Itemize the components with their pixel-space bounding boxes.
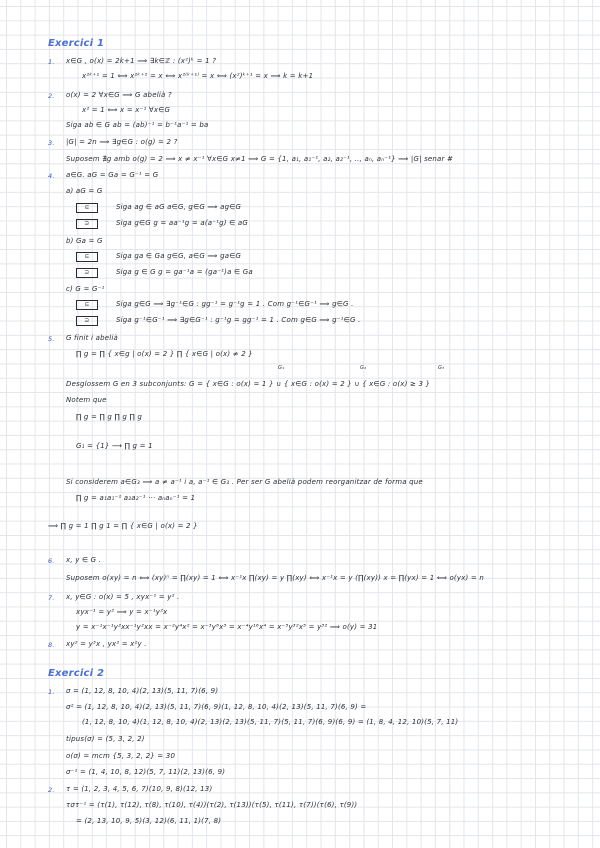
text-line: τ = (1, 2, 3, 4, 5, 6, 7)(10, 9, 8)(12, 13) — [66, 785, 213, 793]
subset-label-g1: G₁ — [278, 365, 285, 371]
text-line: |G| = 2n ⟹ ∃g∈G : o(g) = 2 ? — [66, 138, 178, 146]
formula-line: ∏ g = ∏ { x∈g | o(x) = 2 } ∏ { x∈G | o(x) ≠ 2 } — [76, 350, 253, 358]
formula-line: xyx⁻¹ = y² ⟹ y = x⁻¹y²x — [76, 608, 168, 616]
formula-line: ∏ g = a₁a₁⁻¹ a₂a₂⁻¹ ··· aₙaₙ⁻¹ = 1 — [76, 494, 196, 502]
text-line: Siga ab ∈ G ab = (ab)⁻¹ = b⁻¹a⁻¹ = ba — [66, 121, 209, 129]
text-line: Suposem o(xy) = n ⟺ (xy)ⁿ = ∏(xy) = 1 ⟺ x⁻¹x ∏(xy) = y ∏(xy) ⟺ x⁻¹x = y (∏(xy)) x = ∏(yx) = 1 ⟺ o(yx) = n — [66, 574, 485, 582]
text-line: Notem que — [66, 396, 107, 404]
text-line: Siga g⁻¹∈G⁻¹ ⟹ ∃g∈G⁻¹ : g⁻¹g = gg⁻¹ = 1 . Com g∈G ⟹ g⁻¹∈G . — [116, 316, 361, 324]
text-line: Siga ag ∈ aG a∈G, g∈G ⟹ ag∈G — [116, 203, 242, 211]
superset-box: ⊇ — [76, 219, 98, 229]
text-line: x, y ∈ G . — [66, 556, 102, 564]
text-line: Siga g∈G g = aa⁻¹g = a(a⁻¹g) ∈ aG — [116, 219, 248, 227]
text-line: x∈G , o(x) = 2k+1 ⟹ ∃k∈ℤ : (x²)ᵏ = 1 ? — [66, 57, 217, 65]
text-line: τστ⁻¹ = (τ(1), τ(12), τ(8), τ(10), τ(4))(τ(2), τ(13))(τ(5), τ(11), τ(7))(τ(6), τ(9)) — [66, 801, 358, 809]
item-number: 6. — [48, 557, 55, 565]
item-number: 7. — [48, 594, 55, 602]
text-line: x, y∈G : o(x) = 5 , xyx⁻¹ = y² . — [66, 593, 180, 601]
text-line: Si considerem a∈G₃ ⟹ a ≠ a⁻¹ i a, a⁻¹ ∈ G₃ . Per ser G abelià podem reorganitzar de forma que — [66, 478, 423, 486]
formula-line: y = x⁻¹x⁻¹y²xx⁻¹y²xx = x⁻²y⁴x² = x⁻³y⁸x³ = x⁻⁴y¹⁶x⁴ = x⁻⁵y³²x⁵ = y³² ⟹ o(y) = 31 — [76, 623, 378, 631]
conclusion-line: ⟹ ∏ g = 1 ∏ g 1 = ∏ { x∈G | o(x) = 2 } — [48, 522, 198, 530]
subset-label-g3: G₃ — [438, 365, 445, 371]
text-line: Siga ga ∈ Ga g∈G, a∈G ⟹ ga∈G — [116, 252, 242, 260]
item-number: 1. — [48, 688, 55, 696]
proof-line — [76, 300, 354, 310]
exercise-1-title: Exercici 1 — [48, 38, 105, 49]
item-number: 2. — [48, 786, 55, 794]
exercise-2-title: Exercici 2 — [48, 668, 105, 679]
superset-box: ⊇ — [76, 316, 98, 326]
subset-box: ⊆ — [76, 203, 98, 213]
text-line: Siga g∈G ⟹ ∃g⁻¹∈G : gg⁻¹ = g⁻¹g = 1 . Com g⁻¹∈G⁻¹ ⟹ g∈G . — [116, 300, 354, 308]
proof-line — [76, 203, 241, 213]
item-number: 8. — [48, 641, 55, 649]
formula-line: G₁ = {1} ⟶ ∏ g = 1 — [76, 442, 153, 450]
text-line: Siga g ∈ G g = ga⁻¹a = (ga⁻¹)a ∈ Ga — [116, 268, 253, 276]
item-number: 4. — [48, 172, 55, 180]
text-line: G finit i abelià — [66, 334, 118, 342]
subset-box: ⊆ — [76, 252, 98, 262]
proof-line — [76, 316, 360, 326]
proof-line — [76, 268, 253, 278]
text-line: x² = 1 ⟺ x = x⁻¹ ∀x∈G — [82, 106, 171, 114]
text-line: o(x) = 2 ∀x∈G ⟹ G abelià ? — [66, 91, 172, 99]
text-line: Suposem ∄g amb o(g) = 2 ⟹ x ≠ x⁻¹ ∀x∈G x≠1 ⟹ G = {1, a₁, a₁⁻¹, a₂, a₂⁻¹, .., aₙ, aₙ⁻¹} ⟹ |G| senar # — [66, 155, 454, 163]
text-line: (1, 12, 8, 10, 4)(1, 12, 8, 10, 4)(2, 13)(2, 13)(5, 11, 7)(5, 11, 7)(6, 9)(6, 9) = (1, 8, 4, 12, 10)(5, 7, 11) — [82, 718, 459, 726]
text-line: xy² = y³x , yx² = x²y . — [66, 640, 147, 648]
item-number: 5. — [48, 335, 55, 343]
proof-line — [76, 219, 248, 229]
subset-label-g2: G₂ — [360, 365, 367, 371]
formula-line: ∏ g = ∏ g ∏ g ∏ g — [76, 413, 143, 421]
item-number: 3. — [48, 139, 55, 147]
text-line: σ = (1, 12, 8, 10, 4)(2, 13)(5, 11, 7)(6, 9) — [66, 687, 219, 695]
subitem-label: c) G = G⁻¹ — [66, 285, 105, 293]
subitem-label: a) aG = G — [66, 187, 103, 195]
text-line: σ² = (1, 12, 8, 10, 4)(2, 13)(5, 11, 7)(6, 9)(1, 12, 8, 10, 4)(2, 13)(5, 11, 7)(6, 9) = — [66, 703, 367, 711]
text-line: o(σ) = mcm {5, 3, 2, 2} = 30 — [66, 752, 176, 760]
text-line: σ⁻¹ = (1, 4, 10, 8, 12)(5, 7, 11)(2, 13)(6, 9) — [66, 768, 226, 776]
item-number: 2. — [48, 92, 55, 100]
subitem-label: b) Ga = G — [66, 237, 103, 245]
subset-box: ⊆ — [76, 300, 98, 310]
text-line: a∈G. aG = Ga = G⁻¹ = G — [66, 171, 159, 179]
text-line: Desglossem G en 3 subconjunts: G = { x∈G : o(x) = 1 } ∪ { x∈G : o(x) = 2 } ∪ { x∈G : o(x) ≥ 3 } — [66, 380, 431, 388]
superset-box: ⊇ — [76, 268, 98, 278]
text-line: x²ᵏ⁺¹ = 1 ⟺ x²ᵏ⁺² = x ⟺ x²⁽ᵏ⁺¹⁾ = x ⟺ (x²)ᵏ⁺¹ = x ⟹ k = k+1 — [82, 72, 314, 80]
text-line: tipus(σ) = (5, 3, 2, 2) — [66, 735, 145, 743]
text-line: = (2, 13, 10, 9, 5)(3, 12)(6, 11, 1)(7, 8) — [76, 817, 222, 825]
proof-line — [76, 252, 241, 262]
item-number: 1. — [48, 58, 55, 66]
